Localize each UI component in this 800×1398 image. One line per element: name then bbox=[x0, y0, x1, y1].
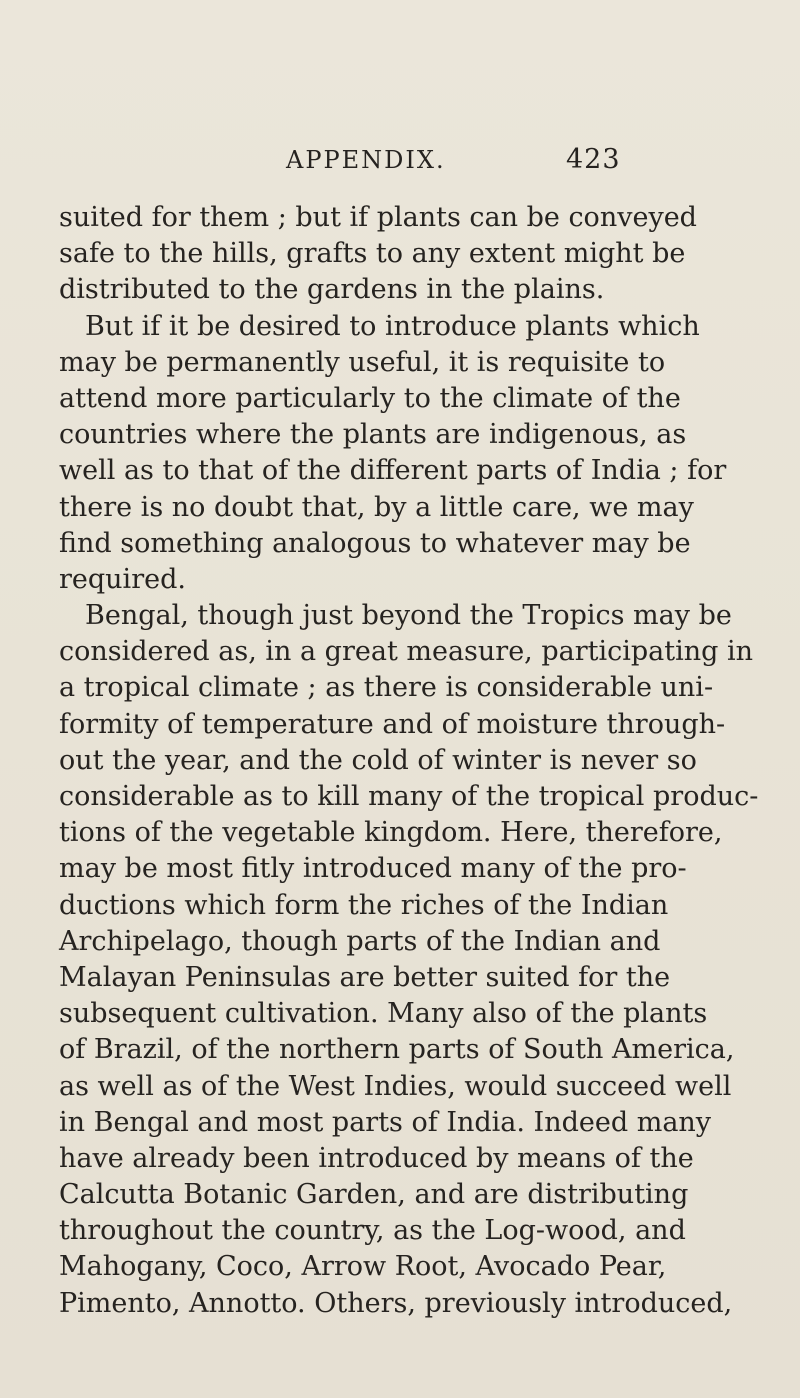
text-line: tions of the vegetable kingdom. Here, therefore, bbox=[59, 817, 723, 849]
text-line: Pimento, Annotto. Others, previously introduced, bbox=[59, 1287, 733, 1319]
text-line: out the year, and the cold of winter is never so bbox=[59, 744, 697, 776]
text-line: well as to that of the different parts of India ; for bbox=[59, 455, 727, 487]
text-line: there is no doubt that, by a little care, we may bbox=[59, 491, 694, 523]
text-line: distributed to the gardens in the plains. bbox=[59, 274, 605, 306]
text-line: suited for them ; but if plants can be conveyed bbox=[59, 202, 697, 233]
text-line: required. bbox=[59, 563, 186, 595]
text-line: have already been introduced by means of the bbox=[59, 1142, 694, 1174]
text-line: safe to the hills, grafts to any extent might be bbox=[59, 238, 686, 270]
text-line: find something analogous to whatever may be bbox=[59, 527, 691, 559]
text-line: a tropical climate ; as there is considerable uni- bbox=[59, 672, 714, 704]
text-line: may be most fitly introduced many of the pro- bbox=[59, 853, 687, 885]
text-line: formity of temperature and of moisture through- bbox=[59, 708, 726, 740]
text-line: may be permanently useful, it is requisite to bbox=[59, 346, 666, 378]
text-line: Mahogany, Coco, Arrow Root, Avocado Pear, bbox=[59, 1251, 667, 1283]
text-line: subsequent cultivation. Many also of the plants bbox=[59, 998, 708, 1030]
running-head bbox=[0, 140, 800, 180]
body-text bbox=[59, 200, 759, 1322]
text-line: Malayan Peninsulas are better suited for the bbox=[59, 961, 671, 993]
text-line: considered as, in a great measure, participating in bbox=[59, 636, 754, 668]
text-line: in Bengal and most parts of India. Indeed many bbox=[59, 1106, 712, 1138]
text-line: as well as of the West Indies, would succeed well bbox=[59, 1070, 732, 1102]
page-number: 423 bbox=[566, 144, 621, 175]
running-head-title: APPENDIX. bbox=[286, 146, 446, 174]
text-line: considerable as to kill many of the tropical produc- bbox=[59, 781, 759, 812]
text-line: But if it be desired to introduce plants which bbox=[85, 310, 700, 342]
text-line: Archipelago, though parts of the Indian and bbox=[59, 925, 661, 957]
text-line: countries where the plants are indigenous, as bbox=[59, 419, 687, 451]
text-line: throughout the country, as the Log-wood, and bbox=[59, 1215, 686, 1247]
text-line: Calcutta Botanic Garden, and are distributing bbox=[59, 1179, 689, 1211]
text-line: attend more particularly to the climate of the bbox=[59, 382, 681, 414]
text-line: of Brazil, of the northern parts of South America, bbox=[59, 1034, 735, 1066]
text-line: Bengal, though just beyond the Tropics may be bbox=[85, 600, 732, 632]
text-line: ductions which form the riches of the Indian bbox=[59, 889, 669, 921]
